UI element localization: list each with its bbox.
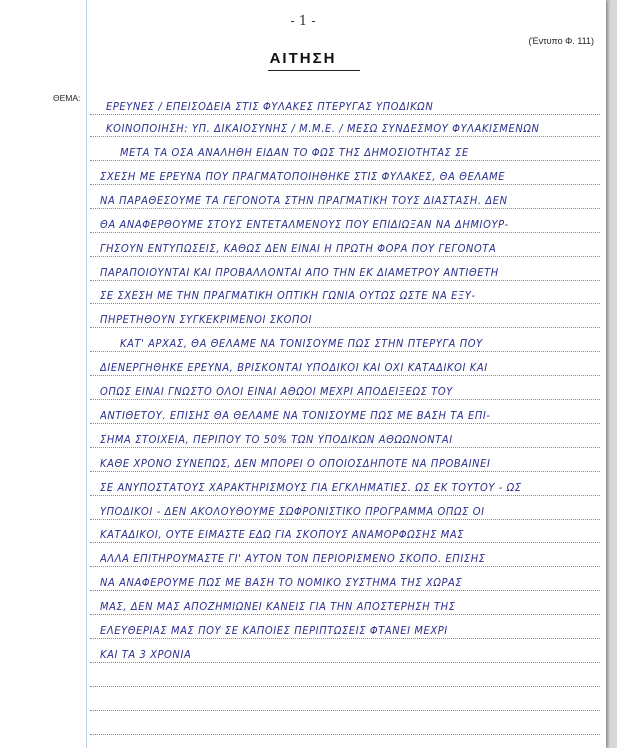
ruled-line: [90, 184, 600, 185]
body-line: ΘΑ ΑΝΑΦΕΡΘΟΥΜΕ ΣΤΟΥΣ ΕΝΤΕΤΑΛΜΕΝΟΥΣ ΠΟΥ ΕΠΙΔΙΩΞΑΝ ΝΑ ΔΗΜΙΟΥΡ-: [100, 217, 509, 231]
document-title: ΑΙΤΗΣΗ: [269, 50, 337, 67]
body-line: ΣΗΜΑ ΣΤΟΙΧΕΙΑ, ΠΕΡΙΠΟΥ ΤΟ 50% ΤΩΝ ΥΠΟΔΙΚΩΝ ΑΘΩΩΝΟΝΤΑΙ: [100, 432, 453, 446]
body-line: ΣΧΕΣΗ ΜΕ ΕΡΕΥΝΑ ΠΟΥ ΠΡΑΓΜΑΤΟΠΟΙΗΘΗΚΕ ΣΤΙΣ ΦΥΛΑΚΕΣ, ΘΑ ΘΕΛΑΜΕ: [100, 169, 506, 183]
subject-line: ΚΟΙΝΟΠΟΙΗΣΗ: ΥΠ. ΔΙΚΑΙΟΣΥΝΗΣ / Μ.Μ.Ε. / ΜΕΣΩ ΣΥΝΔΕΣΜΟΥ ΦΥΛΑΚΙΣΜΕΝΩΝ: [106, 122, 540, 135]
body-line: ΟΠΩΣ ΕΙΝΑΙ ΓΝΩΣΤΟ ΟΛΟΙ ΕΙΝΑΙ ΑΘΩΟΙ ΜΕΧΡΙ ΑΠΟΔΕΙΞΕΩΣ ΤΟΥ: [100, 385, 453, 398]
ruled-line: [90, 495, 600, 496]
ruled-line: [90, 327, 600, 328]
body-line: ΜΑΣ, ΔΕΝ ΜΑΣ ΑΠΟΖΗΜΙΩΝΕΙ ΚΑΝΕΙΣ ΓΙΑ ΤΗΝ ΑΠΟΣΤΕΡΗΣΗ ΤΗΣ: [100, 600, 456, 614]
ruled-line: [90, 136, 600, 137]
body-line: ΑΝΤΙΘΕΤΟΥ. ΕΠΙΣΗΣ ΘΑ ΘΕΛΑΜΕ ΝΑ ΤΟΝΙΣΟΥΜΕ ΠΩΣ ΜΕ ΒΑΣΗ ΤΑ ΕΠΙ-: [100, 408, 491, 422]
body-line: ΑΛΛΑ ΕΠΙΤΗΡΟΥΜΑΣΤΕ ΓΙ' ΑΥΤΟΝ ΤΟΝ ΠΕΡΙΟΡΙΣΜΕΝΟ ΣΚΟΠΟ. ΕΠΙΣΗΣ: [100, 552, 486, 566]
body-line: ΔΙΕΝΕΡΓΗΘΗΚΕ ΕΡΕΥΝΑ, ΒΡΙΣΚΟΝΤΑΙ ΥΠΟΔΙΚΟΙ ΚΑΙ ΟΧΙ ΚΑΤΑΔΙΚΟΙ ΚΑΙ: [100, 361, 488, 375]
ruled-line: [90, 303, 600, 304]
body-line: ΚΑΤ' ΑΡΧΑΣ, ΘΑ ΘΕΛΑΜΕ ΝΑ ΤΟΝΙΣΟΥΜΕ ΠΩΣ ΣΤΗΝ ΠΤΕΡΥΓΑ ΠΟΥ: [120, 337, 483, 351]
ruled-line: [90, 423, 600, 424]
ruled-line: [90, 686, 600, 687]
body-line: ΥΠΟΔΙΚΟΙ - ΔΕΝ ΑΚΟΛΟΥΘΟΥΜΕ ΣΩΦΡΟΝΙΣΤΙΚΟ ΠΡΟΓΡΑΜΜΑ ΟΠΩΣ ΟΙ: [100, 504, 485, 518]
ruled-line: [90, 590, 600, 591]
ruled-line: [90, 399, 600, 400]
body-line: ΚΑΘΕ ΧΡΟΝΟ ΣΥΝΕΠΩΣ, ΔΕΝ ΜΠΟΡΕΙ Ο ΟΠΟΙΟΣΔΗΠΟΤΕ ΝΑ ΠΡΟΒΑΙΝΕΙ: [100, 456, 491, 470]
ruled-line: [90, 160, 600, 161]
body-line: ΠΑΡΑΠΟΙΟΥΝΤΑΙ ΚΑΙ ΠΡΟΒΑΛΛΟΝΤΑΙ ΑΠΟ ΤΗΝ ΕΚ ΔΙΑΜΕΤΡΟΥ ΑΝΤΙΘΕΤΗ: [100, 265, 499, 279]
ruled-line: [90, 662, 600, 663]
margin-line: [86, 0, 87, 748]
body-line: ΜΕΤΑ ΤΑ ΟΣΑ ΑΝΑΛΗΘΗ ΕΙΔΑΝ ΤΟ ΦΩΣ ΤΗΣ ΔΗΜΟΣΙΟΤΗΤΑΣ ΣΕ: [120, 146, 469, 159]
body-line: ΚΑΙ ΤΑ 3 ΧΡΟΝΙΑ: [100, 647, 192, 661]
ruled-line: [90, 614, 600, 615]
body-line: ΝΑ ΑΝΑΦΕΡΟΥΜΕ ΠΩΣ ΜΕ ΒΑΣΗ ΤΟ ΝΟΜΙΚΟ ΣΥΣΤΗΜΑ ΤΗΣ ΧΩΡΑΣ: [100, 576, 463, 590]
body-line: ΕΛΕΥΘΕΡΙΑΣ ΜΑΣ ΠΟΥ ΣΕ ΚΑΠΟΙΕΣ ΠΕΡΙΠΤΩΣΕΙΣ ΦΤΑΝΕΙ ΜΕΧΡΙ: [100, 624, 448, 637]
ruled-line: [90, 280, 600, 281]
title-underline: [268, 70, 360, 71]
ruled-line: [90, 208, 600, 209]
ruled-line: [90, 542, 600, 543]
ruled-line: [90, 256, 600, 257]
ruled-line: [90, 351, 600, 352]
subject-line: ΕΡΕΥΝΕΣ / ΕΠΕΙΣΟΔΕΙΑ ΣΤΙΣ ΦΥΛΑΚΕΣ ΠΤΕΡΥΓΑΣ ΥΠΟΔΙΚΩΝ: [106, 100, 434, 113]
ruled-line: [90, 734, 600, 735]
ruled-line: [90, 710, 600, 711]
form-code: (Έντυπο Φ. 111): [528, 36, 594, 46]
ruled-line: [90, 232, 600, 233]
body-line: ΝΑ ΠΑΡΑΘΕΣΟΥΜΕ ΤΑ ΓΕΓΟΝΟΤΑ ΣΤΗΝ ΠΡΑΓΜΑΤΙΚΗ ΤΟΥΣ ΔΙΑΣΤΑΣΗ. ΔΕΝ: [100, 193, 508, 207]
body-line: ΠΗΡΕΤΗΘΟΥΝ ΣΥΓΚΕΚΡΙΜΕΝΟΙ ΣΚΟΠΟΙ: [100, 313, 312, 327]
subject-label: ΘΕΜΑ:: [53, 93, 81, 103]
ruled-line: [90, 447, 600, 448]
body-line: ΣΕ ΑΝΥΠΟΣΤΑΤΟΥΣ ΧΑΡΑΚΤΗΡΙΣΜΟΥΣ ΓΙΑ ΕΓΚΛΗΜΑΤΙΕΣ. ΩΣ ΕΚ ΤΟΥΤΟΥ - ΩΣ: [100, 480, 522, 494]
ruled-line: [90, 519, 600, 520]
ruled-line: [90, 471, 600, 472]
ruled-line: [90, 638, 600, 639]
ruled-line: [90, 114, 600, 115]
page-number: - 1 -: [290, 14, 316, 29]
ruled-line: [90, 375, 600, 376]
ruled-line: [90, 566, 600, 567]
body-line: ΚΑΤΑΔΙΚΟΙ, ΟΥΤΕ ΕΙΜΑΣΤΕ ΕΔΩ ΓΙΑ ΣΚΟΠΟΥΣ ΑΝΑΜΟΡΦΩΣΗΣ ΜΑΣ: [100, 528, 465, 542]
body-line: ΓΗΣΟΥΝ ΕΝΤΥΠΩΣΕΙΣ, ΚΑΘΩΣ ΔΕΝ ΕΙΝΑΙ Η ΠΡΩΤΗ ΦΟΡΑ ΠΟΥ ΓΕΓΟΝΟΤΑ: [100, 241, 497, 255]
body-line: ΣΕ ΣΧΕΣΗ ΜΕ ΤΗΝ ΠΡΑΓΜΑΤΙΚΗ ΟΠΤΙΚΗ ΓΩΝΙΑ ΟΥΤΩΣ ΩΣΤΕ ΝΑ ΕΞΥ-: [100, 289, 476, 303]
